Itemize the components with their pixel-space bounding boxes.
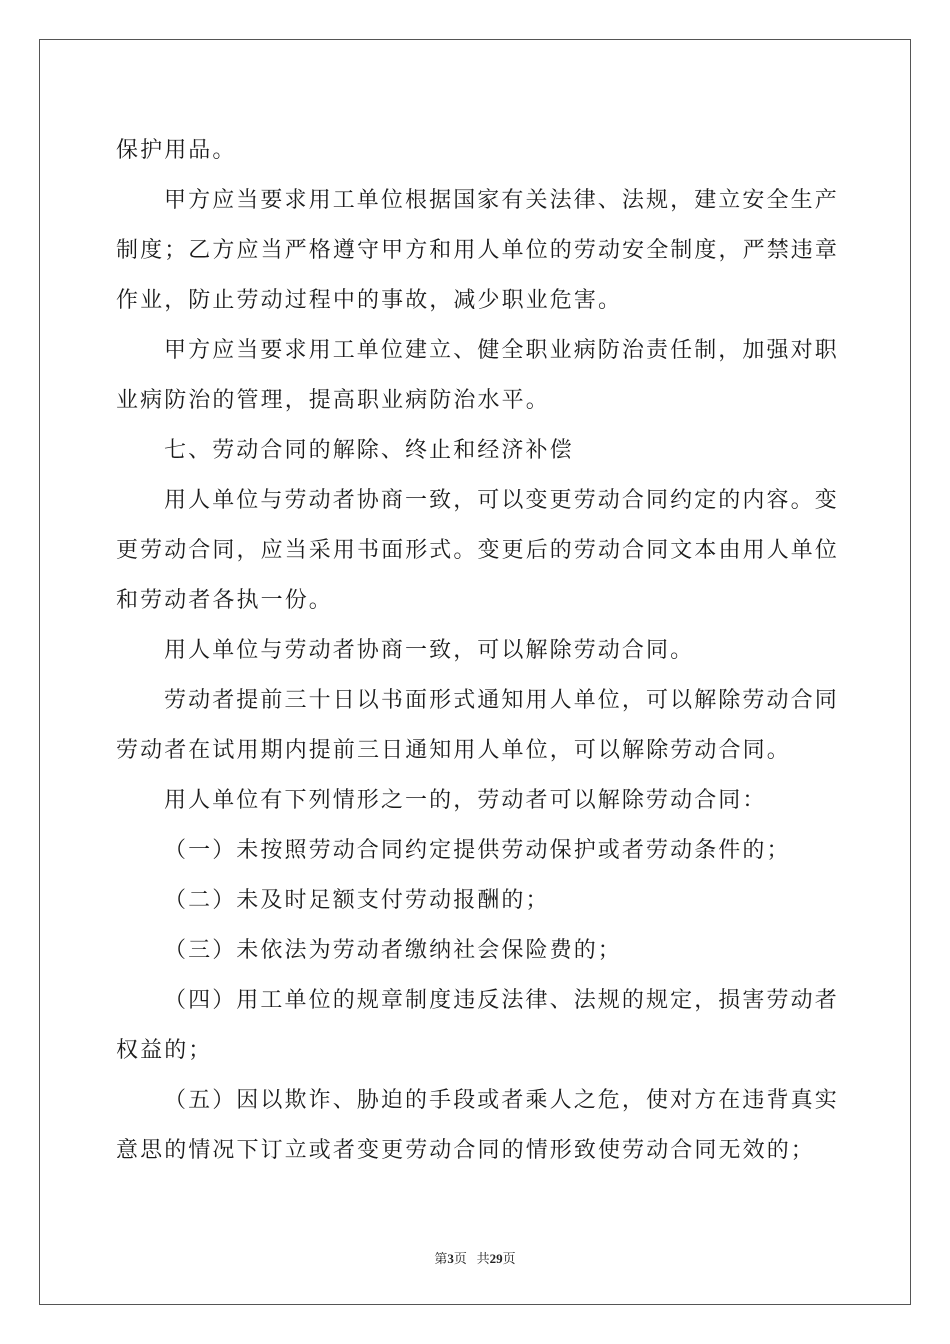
list-item: （一）未按照劳动合同约定提供劳动保护或者劳动条件的； xyxy=(164,838,791,863)
list-item: （四）用工单位的规章制度违反法律、法规的规定，损害劳动者 xyxy=(164,988,839,1013)
text-line: 权益的； xyxy=(116,1038,213,1063)
page-border xyxy=(39,39,911,1305)
text-line: 保护用品。 xyxy=(116,138,237,163)
text-line: 更劳动合同，应当采用书面形式。变更后的劳动合同文本由用人单位 xyxy=(116,538,840,563)
text-line: 制度；乙方应当严格遵守甲方和用人单位的劳动安全制度，严禁违章 xyxy=(116,238,840,263)
paragraph-line: 用人单位与劳动者协商一致，可以变更劳动合同约定的内容。变 xyxy=(164,488,839,513)
list-item: （二）未及时足额支付劳动报酬的； xyxy=(164,888,550,913)
text-line: 业病防治的管理，提高职业病防治水平。 xyxy=(116,388,550,413)
total-pages: 29 xyxy=(489,1251,503,1266)
paragraph-line: 用人单位有下列情形之一的，劳动者可以解除劳动合同： xyxy=(164,788,767,813)
paragraph-line: 甲方应当要求用工单位建立、健全职业病防治责任制，加强对职 xyxy=(164,338,839,363)
list-item: （三）未依法为劳动者缴纳社会保险费的； xyxy=(164,938,622,963)
page-footer xyxy=(0,1248,950,1267)
text-line: 劳动者在试用期内提前三日通知用人单位，可以解除劳动合同。 xyxy=(116,738,791,763)
paragraph-line: 甲方应当要求用工单位根据国家有关法律、法规，建立安全生产 xyxy=(164,188,839,213)
text-line: 作业，防止劳动过程中的事故，减少职业危害。 xyxy=(116,288,623,313)
page-suffix: 页 xyxy=(453,1251,467,1266)
page-prefix: 第 xyxy=(434,1251,448,1266)
list-item: （五）因以欺诈、胁迫的手段或者乘人之危，使对方在违背真实 xyxy=(164,1088,839,1113)
paragraph-line: 劳动者提前三十日以书面形式通知用人单位，可以解除劳动合同 xyxy=(164,688,839,713)
paragraph-line: 用人单位与劳动者协商一致，可以解除劳动合同。 xyxy=(164,638,695,663)
total-suffix: 页 xyxy=(502,1251,516,1266)
total-prefix: 共 xyxy=(476,1251,490,1266)
text-line: 意思的情况下订立或者变更劳动合同的情形致使劳动合同无效的； xyxy=(116,1138,815,1163)
section-heading: 七、劳动合同的解除、终止和经济补偿 xyxy=(164,438,574,463)
text-line: 和劳动者各执一份。 xyxy=(116,588,333,613)
page-number: 3 xyxy=(447,1251,454,1266)
